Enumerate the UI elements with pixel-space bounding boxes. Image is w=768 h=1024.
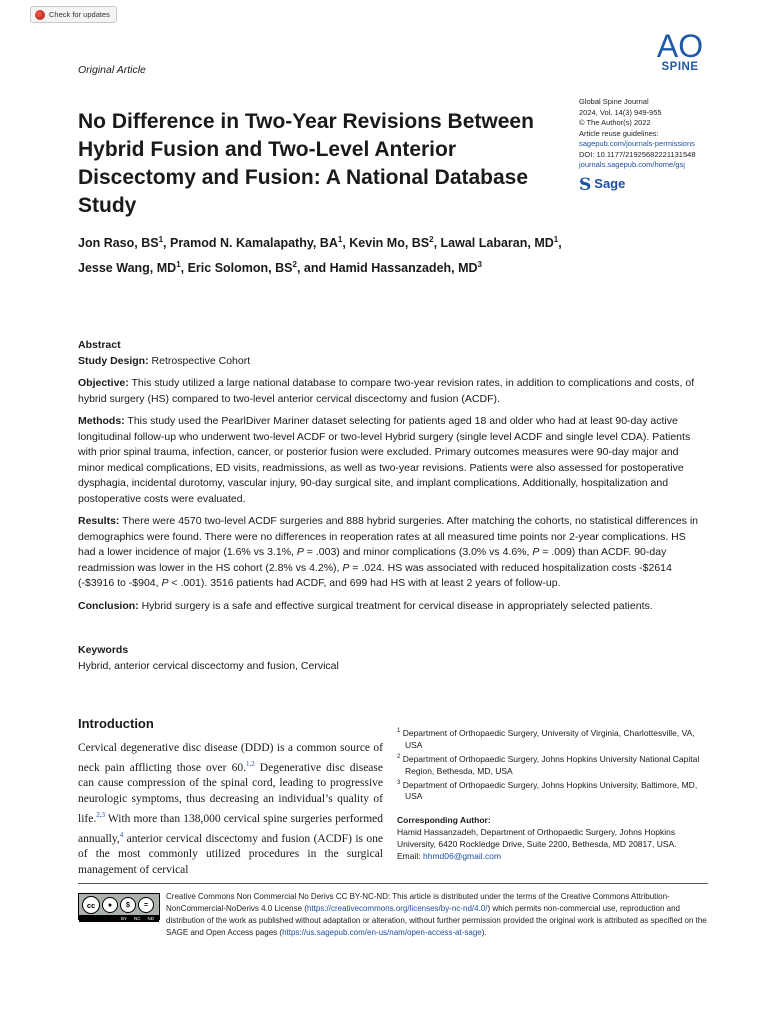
citation-link[interactable]: 1,2 [245,759,255,768]
check-updates-label: Check for updates [49,10,110,19]
affiliation-item: $^1$ Department of Orthopaedic Surgery, University of Virginia, Charlottesville, VA, USA [397,727,695,750]
article-type: Original Article [78,64,146,76]
email-link[interactable]: hhmd06@gmail.com [422,851,502,862]
journal-volume: 2024, Vol. 14(3) 949-955 [579,107,662,117]
introduction-body: Cervical degenerative disc disease (DDD) is a common source of neck pain afflicting those over 60.$^{1,2}$ Degenerative disc disease can cause compression of the spinal cord, leading to progressive neurologic symptoms, thus decreasing an individual’s quality of life.$^{2,3}$ With more than 138,000 cervical spine surgeries performed annually,$^4$ anterior cervical discectomy and fusion (ACDF) is one of the most commonly utilized procedures in the surgical management of cervical [78,742,383,877]
study-design: Study Design: Retrospective Cohort [78,354,251,367]
open-access-link[interactable]: https://us.sagepub.com/en-us/nam/open-access-at-sage [282,928,482,937]
article-title: No Difference in Two-Year Revisions Between Hybrid Fusion and Two-Level Anterior Discectomy and Fusion: A National Database Study [78,110,534,217]
abstract-heading: Abstract [78,339,121,351]
corresponding-author [397,814,707,862]
sage-wordmark: Sage [594,176,626,192]
license-text: Creative Commons Non Commercial No Derivs CC BY-NC-ND: This article is distributed under the terms of the Creative Commons Attribution-NonCommercial-NoDerivs 4.0 License (https://creativecommons.org/licenses/by-nc-nd/4.0/) which permits non-commercial use, reproduction and distribution of the work as published without adaptation or alteration, without further permission provided the original work is attributed as specified on the SAGE and Open Access pages (https://us.sagepub.com/en-us/nam/open-access-at-sage). [166,892,707,937]
author: Lawal Labaran, $MD^1$ [440,235,559,251]
sage-s-icon: S [579,174,592,195]
author: Pramod N. Kamalapathy, $BA^1$ [169,235,343,251]
introduction-heading: Introduction [78,716,154,731]
cc-icon: cc [82,896,100,914]
check-for-updates-badge[interactable] [30,6,117,23]
journal-info [579,97,749,193]
license-divider [78,883,708,884]
objective: Objective: This study utilized a large national database to compare two-year revision rates, in addition to complications and costs, of hybrid surgery (HS) compared to two-level anterior cervical discectomy and fusion (ACDF). [78,377,695,405]
journal-copyright: © The Author(s) 2022 [579,118,651,127]
cc-badge-tags: BY NC ND [79,915,159,922]
journal-reuse: Article reuse guidelines: [579,128,659,138]
corresponding-email: Email: hhmd06@gmail.com [397,851,502,862]
ao-spine-label: SPINE [661,61,699,73]
svg-text:AO: AO [656,30,704,60]
journal-site-link[interactable]: journals.sagepub.com/home/gsj [579,160,685,169]
author: Jon Raso, $BS^1$ [78,235,164,251]
keywords [78,643,706,674]
keywords-text: Hybrid, anterior cervical discectomy and fusion, Cervical [78,659,339,672]
keywords-heading: Keywords [78,644,129,656]
by-person-icon: ● [102,897,118,913]
citation-link[interactable]: 4 [119,830,124,839]
non-commercial-icon: $ [120,897,136,913]
journal-name: Global Spine Journal [579,97,649,106]
corresponding-heading: Corresponding Author: [397,815,491,826]
author: and Hamid Hassanzadeh, $MD^3$ [303,260,482,276]
author: Jesse Wang, $MD^1$ [78,260,181,276]
citation-link[interactable]: 2,3 [96,811,105,820]
affiliation-item: $^3$ Department of Orthopaedic Surgery, Johns Hopkins University, Baltimore, MD, USA [397,779,698,802]
ao-logo-icon [650,30,710,60]
corresponding-text: Hamid Hassanzadeh, Department of Orthopaedic Surgery, Johns Hopkins University, 6420 Rockledge Drive, Suite 2200, Bethesda, MD 20817, USA. [397,827,677,850]
reuse-link[interactable]: sagepub.com/journals-permissions [579,139,695,148]
journal-doi: DOI: 10.1177/21925682221131548 [579,149,696,159]
author: Eric Solomon, $BS^2$ [187,260,297,276]
affiliation-item: $^2$ Department of Orthopaedic Surgery, Johns Hopkins University National Capital Region, Bethesda, MD, USA [397,753,700,776]
affiliations [397,725,707,862]
methods: Methods: This study used the PearlDiver Mariner dataset selecting for patients aged 18 and older who had at least 90-day active longitudinal follow-up who underwent two-level ACDF or two-level Hybrid surgery (single level ACDF and single level CDA). Patients with prior spinal trauma, infection, cancer, or posterior fusion were excluded. Primary outcomes measures were 90-day major and minor medical complications, ED visits, readmissions, as well as two-year revisions. Patients were also assessed for postoperative dysphagia, incidental durotomy, vascular injury, 90-day surgical site, and implant complications. Additionally, hospitalization and postoperative costs were evaluated. [78,415,691,505]
conclusion: Conclusion: Hybrid surgery is a safe and effective surgical treatment for cervical disease in appropriately selected patients. [78,599,653,612]
author-list: Jon Raso, $BS^1$, Pramod N. Kamalapathy, $BA^1$, Kevin Mo, $BS^2$, Lawal Labaran, $MD^1$, Jesse Wang, $MD^1$, Eric Solomon, $BS^2$, and Hamid Hassanzadeh, $MD^3$ [78,235,562,276]
abstract [78,338,706,621]
ao-spine-logo [650,30,710,73]
sage-logo [579,174,749,195]
no-derivs-icon: = [138,897,154,913]
author: Kevin Mo, $BS^2$ [349,235,434,251]
cc-license-link[interactable]: https://creativecommons.org/licenses/by-nc-nd/4.0/ [306,904,488,913]
results: Results: There were 4570 two-level ACDF surgeries and 888 hybrid surgeries. After matching the cohorts, no statistical differences in demographics were found. There were no differences in reoperation rates at all measured time points nor 2-year complications. HS had a lower incidence of major (1.6% vs 3.1%, P = .003) and minor complications (3.0% vs 4.6%, P = .009) than ACDF. 90-day readmission was lower in the HS cohort (2.8% vs 4.2%), P = .024. HS was associated with reduced hospitalization costs -$2614 (-$3916 to -$904, P < .001). 3516 patients had ACDF, and 699 had HS with at least 2 years of follow-up. [78,515,699,589]
crossmark-icon [35,10,45,20]
cc-license-badge[interactable] [78,893,160,920]
